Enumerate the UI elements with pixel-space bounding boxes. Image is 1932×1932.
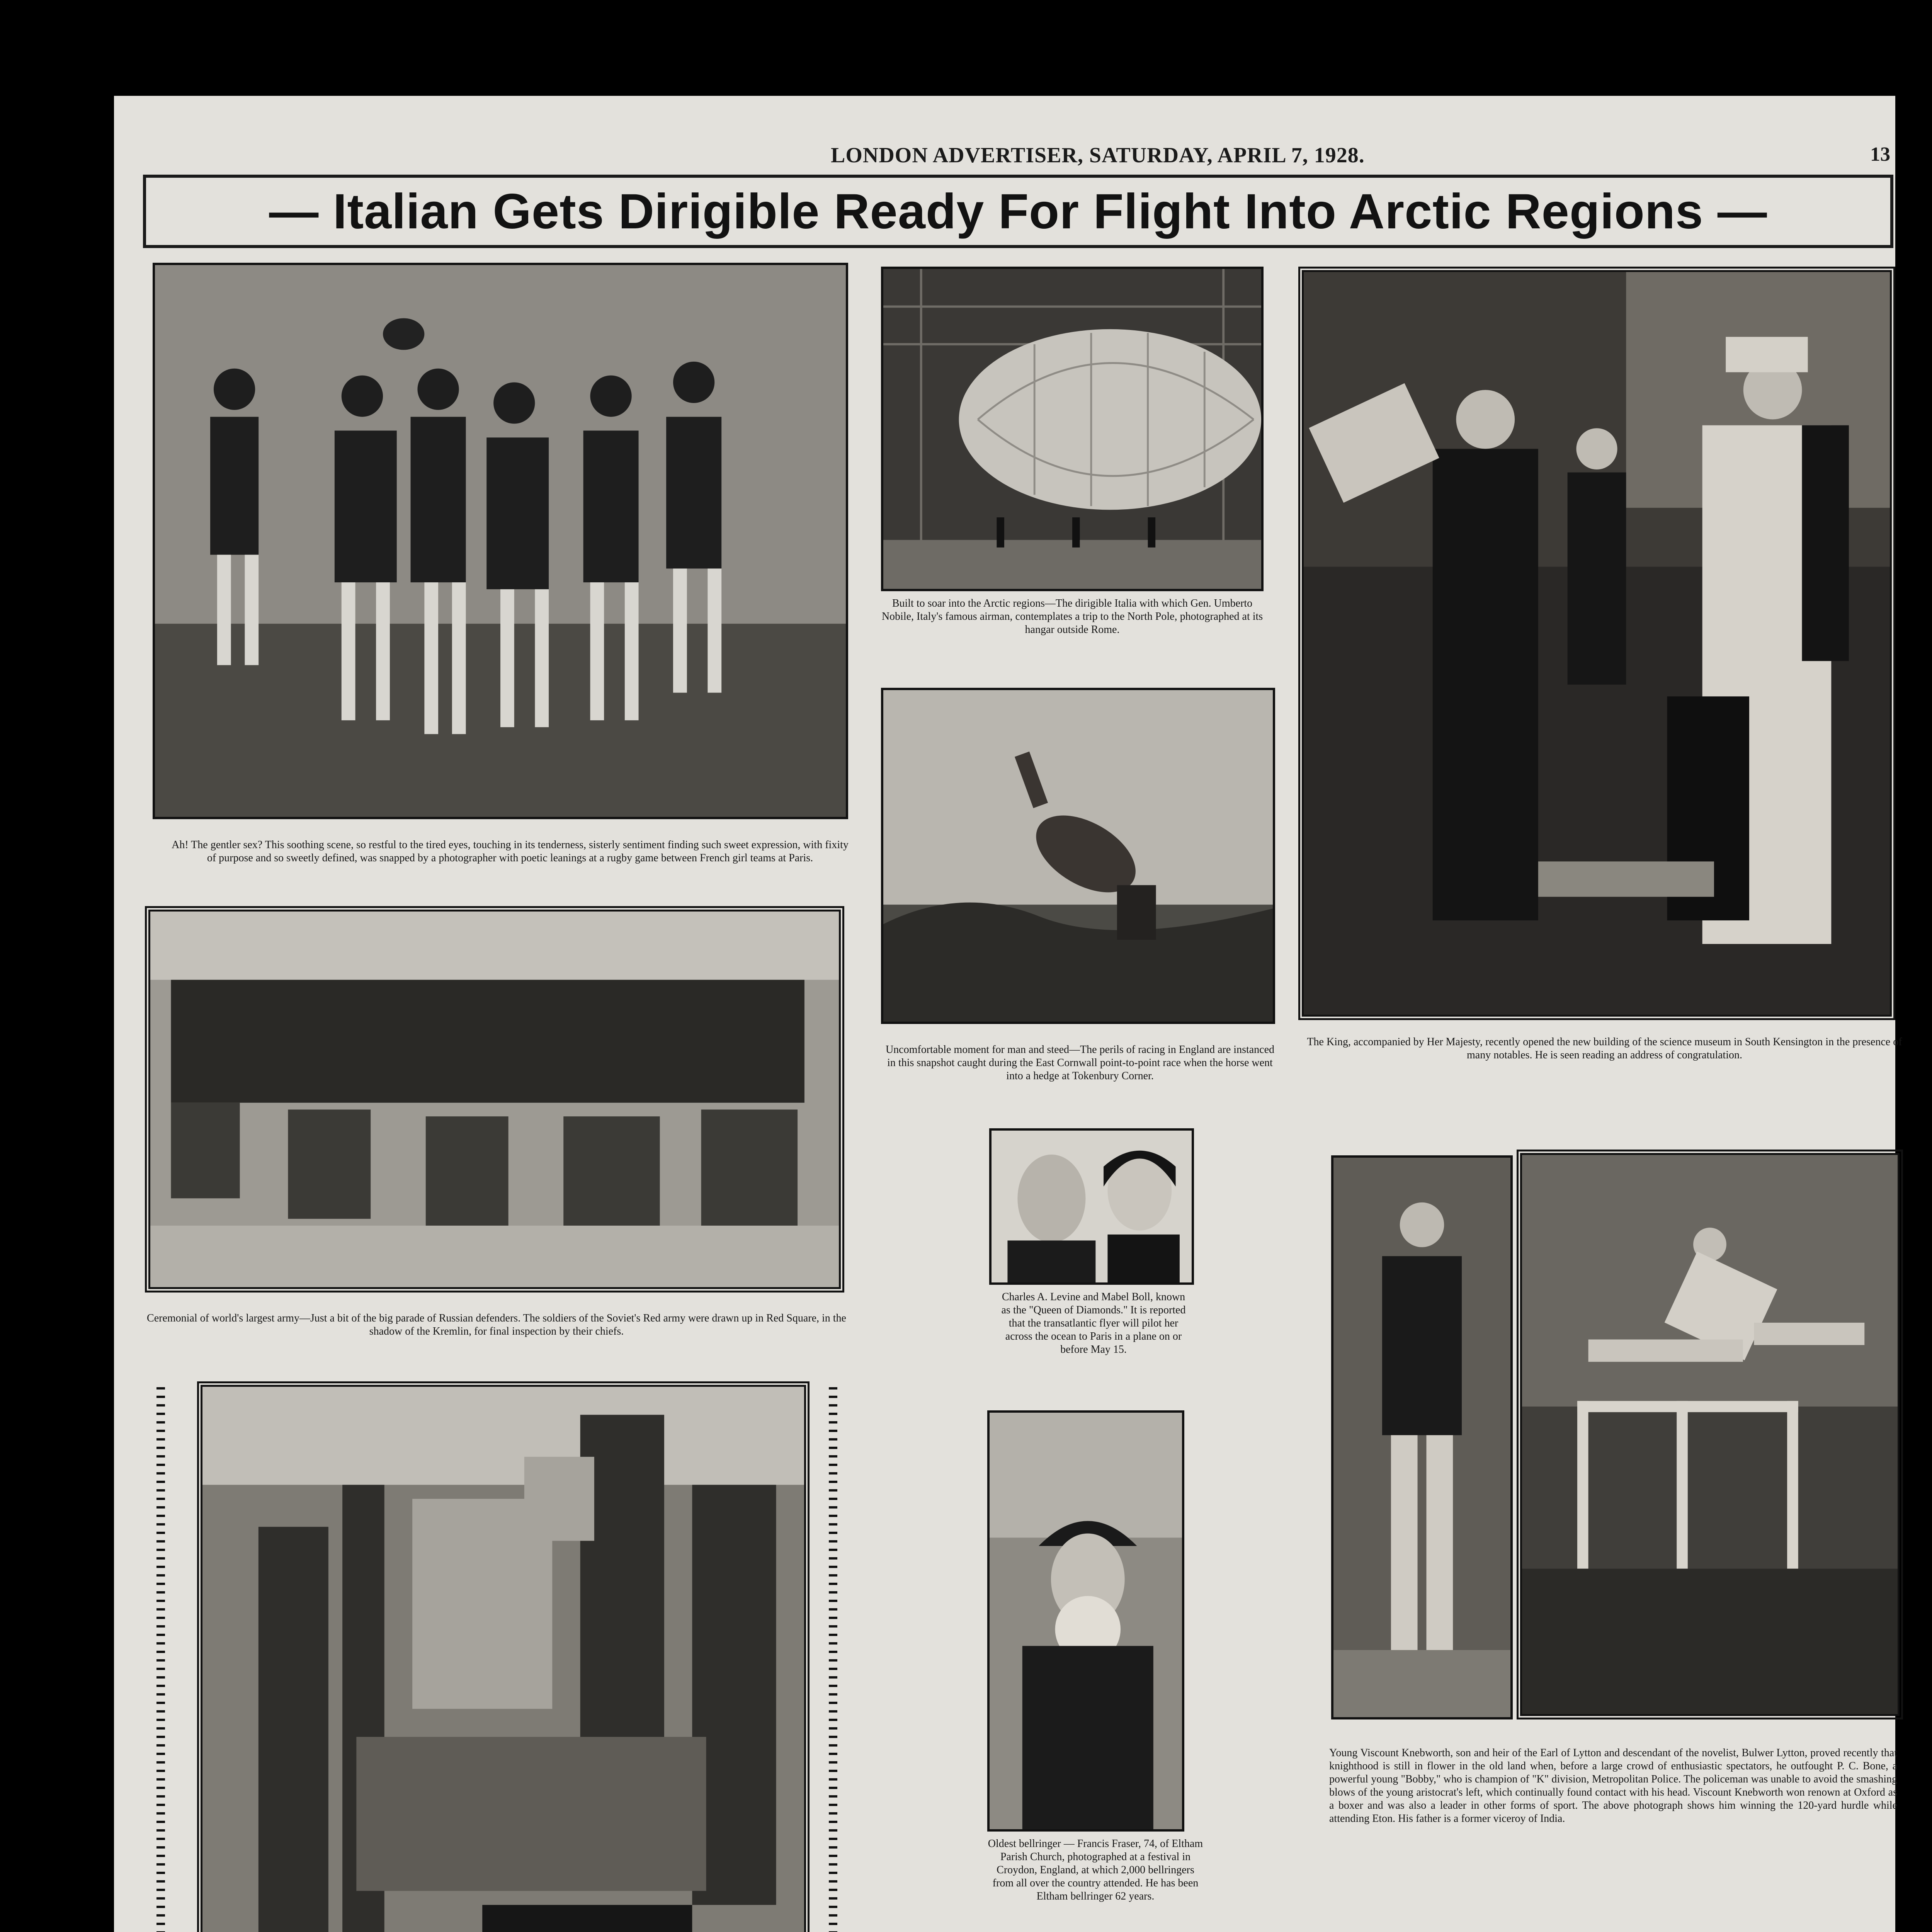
- caption-army: Ceremonial of world's largest army—Just a bit of the big parade of Russian defenders. The soldiers of the Soviet's Red army were drawn up in Red Square, in the shadow of the Kremlin, for final inspection by their chiefs.: [147, 1312, 846, 1337]
- photo-rugby: [153, 263, 848, 819]
- photo-dirigible: [881, 267, 1264, 591]
- headline-banner: [143, 175, 1893, 248]
- caption-king: The King, accompanied by Her Majesty, recently opened the new building of the science museum in South Kensington in the presence of many notables. He is seen reading an address of congratulation.: [1307, 1036, 1902, 1061]
- ornament-right: [829, 1387, 837, 1932]
- photo-levine-boll: [989, 1128, 1194, 1285]
- dirigible-image: [883, 269, 1261, 589]
- photo-canton: [197, 1381, 810, 1932]
- levine-boll-image: [992, 1131, 1192, 1282]
- page-number: 13: [1870, 143, 1890, 165]
- photo-army: [145, 906, 844, 1293]
- caption-horse: Uncomfortable moment for man and steed—The perils of racing in England are instanced in this snapshot caught during the East Cornwall point-to-point race when the horse went into a hedge at Tokenbury Corner.: [885, 1044, 1275, 1082]
- caption-knebworth: Young Viscount Knebworth, son and heir of the Earl of Lytton and descendant of the novelist, Bulwer Lytton, proved recently that knighthood is still in flower in the old land when, before a large crowd of enthusiastic spectators, he outfought P. C. Bone, a powerful young "Bobby," who is champion of "K" division, Metropolitan Police. The policeman was unable to avoid the smashing blows of the young aristocrat's left, which continually found contact with his head. Viscount Knebworth won renown at Oxford as a boxer and was also a leader in other forms of sport. The above photograph shows him winning the 120-yard hurdle while attending Eton. His father is a former viceroy of India.: [1329, 1747, 1897, 1825]
- caption-dirigible: Built to soar into the Arctic regions—The dirigible Italia with which Gen. Umberto Nobile, Italy's famous airman, contemplates a trip to the North Pole, photographed at its hangar outside Rome.: [881, 597, 1263, 636]
- photo-knebworth-hurdle: [1517, 1150, 1903, 1719]
- king-image: [1304, 272, 1890, 1015]
- knebworth-hurdle-image: [1522, 1155, 1898, 1714]
- photo-bellringer: [987, 1410, 1184, 1832]
- rugby-image: [155, 265, 846, 817]
- army-image: [150, 912, 839, 1287]
- photo-knebworth-portrait: [1331, 1155, 1513, 1719]
- horse-image: [883, 690, 1273, 1022]
- canton-image: [202, 1387, 804, 1932]
- masthead-folio: LONDON ADVERTISER, SATURDAY, APRIL 7, 1928.: [831, 143, 1365, 167]
- bellringer-image: [990, 1413, 1182, 1829]
- headline: — Italian Gets Dirigible Ready For Flight Into Arctic Regions —: [269, 184, 1767, 239]
- caption-rugby: Ah! The gentler sex? This soothing scene, so restful to the tired eyes, touching in its tenderness, sisterly sentiment finding such sweet expression, with fixity of purpose and so sweetly defined, was snapped by a photographer with poetic leanings at a rugby game between French girl teams at Paris.: [172, 839, 849, 864]
- ornament-left: [156, 1387, 165, 1932]
- knebworth-portrait-image: [1333, 1158, 1510, 1717]
- photo-king: [1298, 267, 1895, 1020]
- caption-bellringer: Oldest bellringer — Francis Fraser, 74, of Eltham Parish Church, photographed at a festival in Croydon, England, at which 2,000 bellringers from all over the country attended. He has been Eltham bellringer 62 years.: [988, 1838, 1203, 1902]
- caption-levine-boll: Charles A. Levine and Mabel Boll, known as the "Queen of Diamonds." It is reported that the transatlantic flyer will pilot her across the ocean to Paris in a plane on or before May 15.: [1001, 1291, 1186, 1355]
- photo-horse: [881, 688, 1275, 1024]
